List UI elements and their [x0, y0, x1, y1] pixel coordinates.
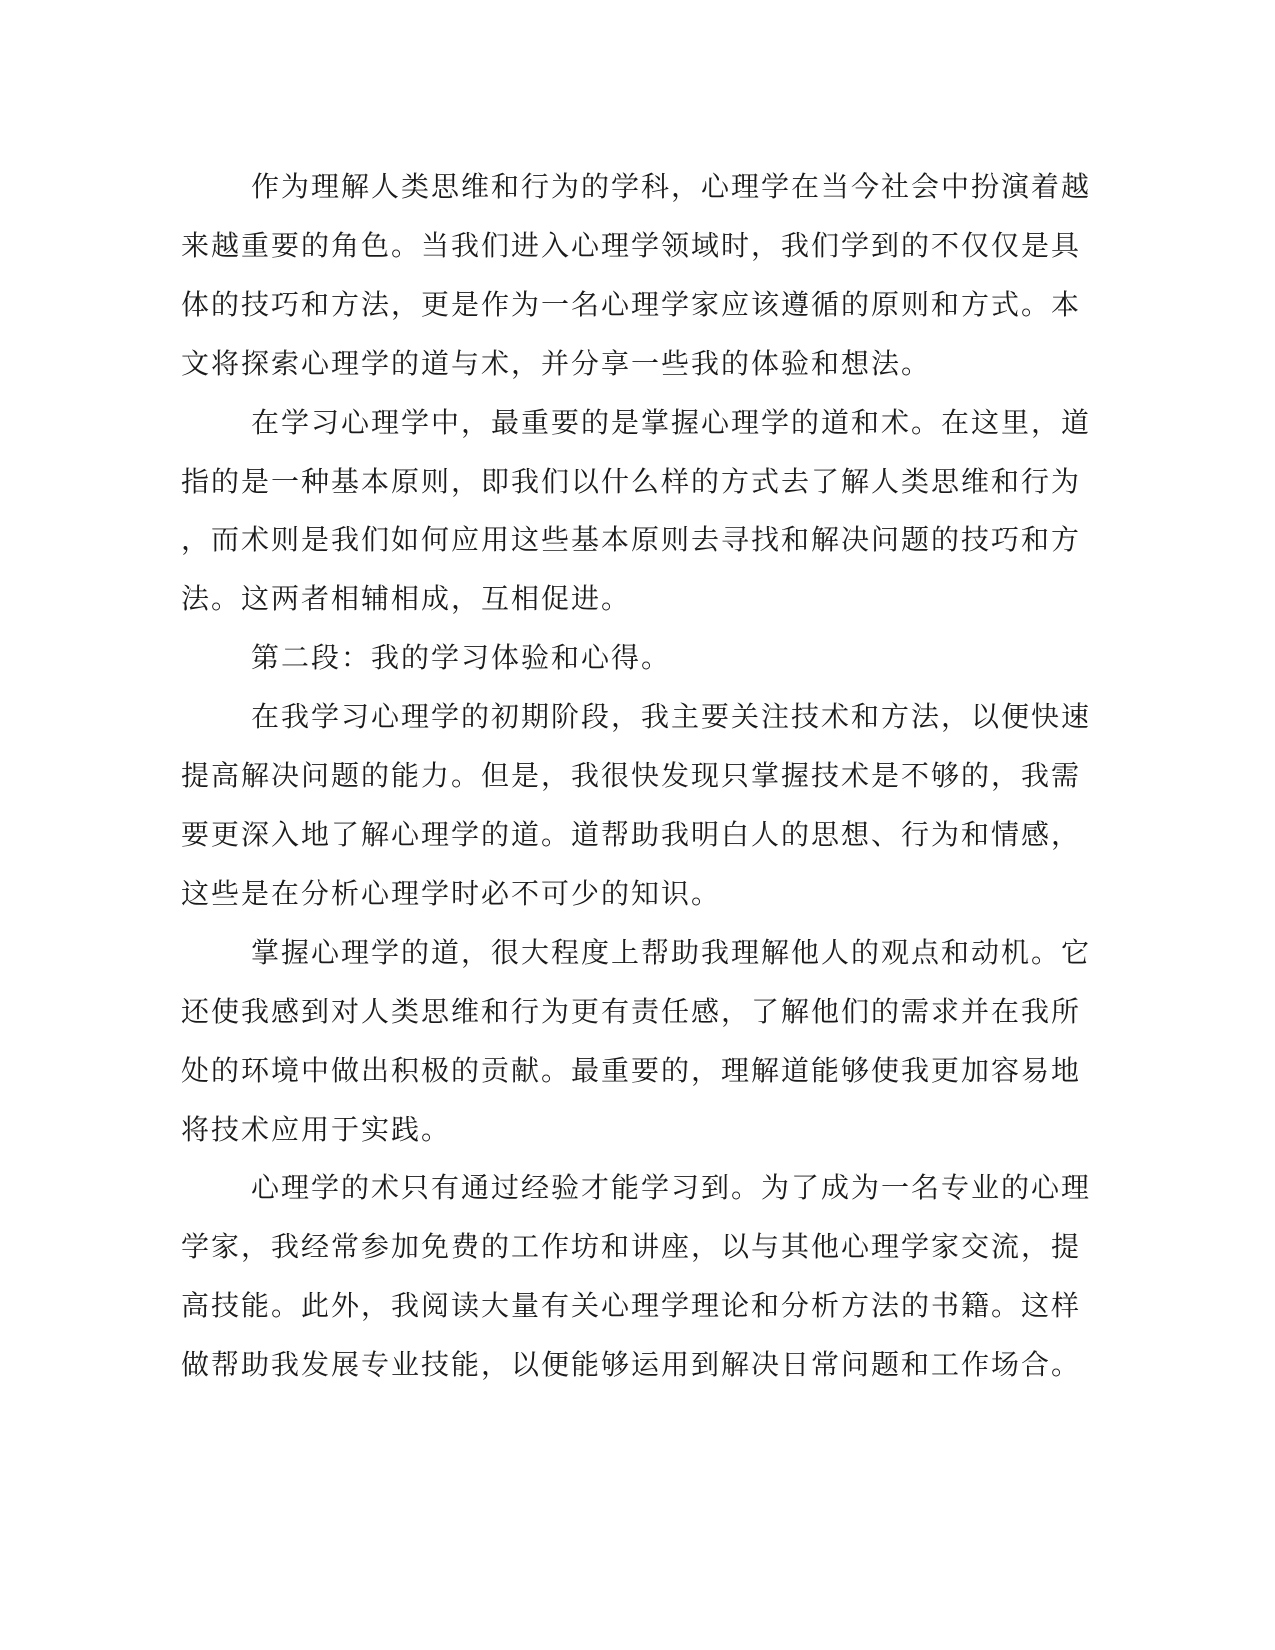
text-line: 文将探索心理学的道与术，并分享一些我的体验和想法。 — [181, 346, 932, 380]
text-line: 掌握心理学的道，很大程度上帮助我理解他人的观点和动机。它 — [251, 935, 1092, 969]
text-line: 法。这两者相辅相成，互相促进。 — [181, 582, 632, 616]
section-heading — [181, 629, 1026, 688]
text-line: 做帮助我发展专业技能，以便能够运用到解决日常问题和工作场合。 — [181, 1348, 1082, 1382]
text-line: 将技术应用于实践。 — [181, 1112, 452, 1146]
text-line: ，而术则是我们如何应用这些基本原则去寻找和解决问题的技巧和方 — [181, 523, 1082, 557]
text-line: 这些是在分析心理学时必不可少的知识。 — [181, 876, 722, 910]
paragraph-dao-and-shu — [181, 394, 1092, 630]
paragraph-learning-shu — [181, 1159, 1092, 1395]
document-body — [181, 158, 1092, 1395]
text-line: 心理学的术只有通过经验才能学习到。为了成为一名专业的心理 — [251, 1171, 1092, 1205]
text-line: 还使我感到对人类思维和行为更有责任感，了解他们的需求并在我所 — [181, 994, 1082, 1028]
text-line: 学家，我经常参加免费的工作坊和讲座，以与其他心理学家交流，提 — [181, 1230, 1082, 1264]
text-line: 作为理解人类思维和行为的学科，心理学在当今社会中扮演着越 — [251, 170, 1092, 203]
paragraph-intro — [181, 158, 1092, 394]
text-line: 处的环境中做出积极的贡献。最重要的，理解道能够使我更加容易地 — [181, 1053, 1082, 1087]
paragraph-understanding-dao — [181, 924, 1092, 1160]
text-line: 要更深入地了解心理学的道。道帮助我明白人的思想、行为和情感， — [181, 817, 1082, 851]
text-line: 来越重要的角色。当我们进入心理学领域时，我们学到的不仅仅是具 — [181, 228, 1082, 262]
text-line: 第二段：我的学习体验和心得。 — [251, 641, 672, 675]
text-line: 体的技巧和方法，更是作为一名心理学家应该遵循的原则和方式。本 — [181, 287, 1082, 321]
text-line: 指的是一种基本原则，即我们以什么样的方式去了解人类思维和行为 — [181, 464, 1082, 498]
text-line: 在学习心理学中，最重要的是掌握心理学的道和术。在这里，道 — [251, 405, 1092, 439]
text-line: 在我学习心理学的初期阶段，我主要关注技术和方法，以便快速 — [251, 700, 1092, 734]
text-line: 高技能。此外，我阅读大量有关心理学理论和分析方法的书籍。这样 — [181, 1289, 1082, 1323]
text-line: 提高解决问题的能力。但是，我很快发现只掌握技术是不够的，我需 — [181, 759, 1082, 793]
paragraph-early-learning — [181, 688, 1092, 924]
